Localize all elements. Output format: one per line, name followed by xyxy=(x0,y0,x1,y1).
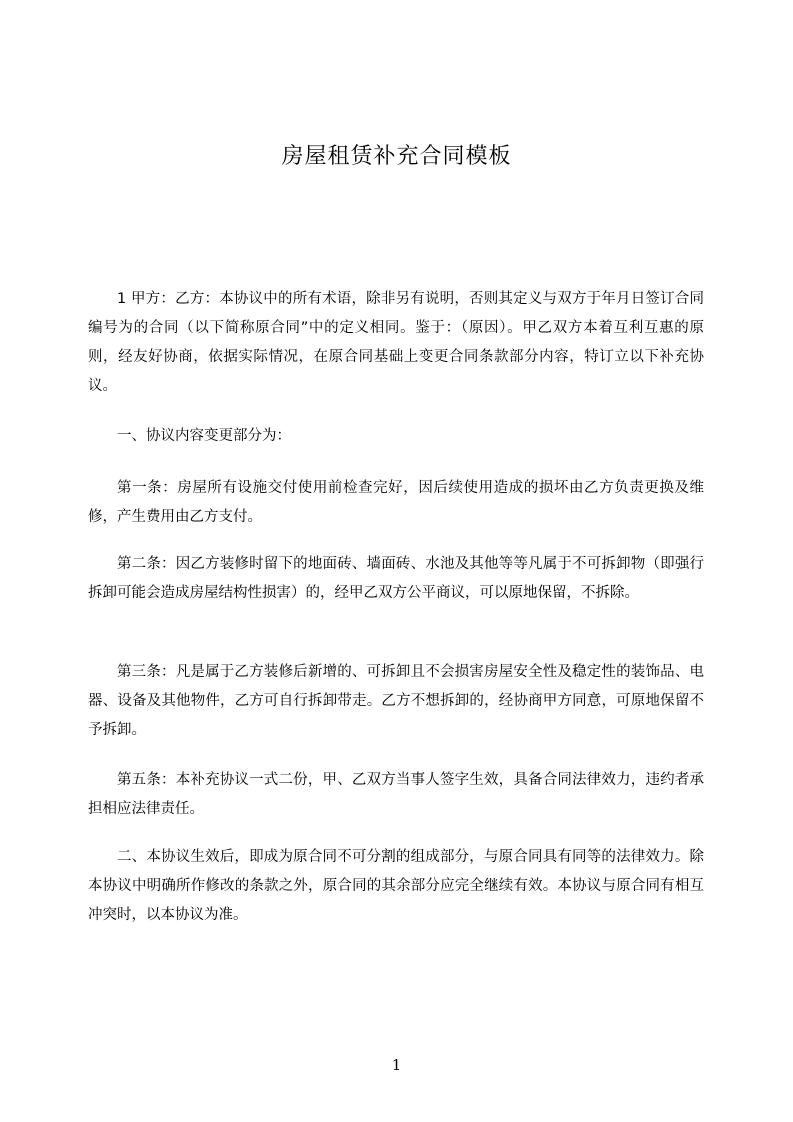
paragraph-article-one: 第一条：房屋所有设施交付使用前检查完好，因后续使用造成的损坏由乙方负责更换及维修，产生费用由乙方支付。 xyxy=(88,480,704,525)
paragraph-preamble: 1 甲方：乙方：本协议中的所有术语，除非另有说明，否则其定义与双方于年月日签订合同编号为的合同（以下简称原合同”中的定义相同。鉴于：（原因）。甲乙双方本着互利互惠的原则，经友好协商，依据实际情况，在原合同基础上变更合同条款部分内容，特订立以下补充协议。 xyxy=(88,291,704,394)
paragraph-article-two: 第二条：因乙方装修时留下的地面砖、墙面砖、水池及其他等等凡属于不可拆卸物（即强行拆卸可能会造成房屋结构性损害）的，经甲乙双方公平商议，可以原地保留，不拆除。 xyxy=(88,556,704,601)
paragraph-article-three: 第三条：凡是属于乙方装修后新增的、可拆卸且不会损害房屋安全性及稳定性的装饰品、电器、设备及其他物件，乙方可自行拆卸带走。乙方不想拆卸的，经协商甲方同意，可原地保留不予拆卸。 xyxy=(88,664,704,738)
document-title: 房屋租赁补充合同模板 xyxy=(281,144,512,169)
paragraph-article-five: 第五条：本补充协议一式二份，甲、乙双方当事人签字生效，具备合同法律效力，违约者承担相应法律责任。 xyxy=(88,772,704,817)
paragraph-section-one-heading: 一、协议内容变更部分为： xyxy=(117,428,291,444)
page-number: 1 xyxy=(391,1056,402,1074)
paragraph-section-two: 二、本协议生效后，即成为原合同不可分割的组成部分，与原合同具有同等的法律效力。除本协议中明确所作修改的条款之外，原合同的其余部分应完全继续有效。本协议与原合同有相互冲突时，以本协议为准。 xyxy=(88,849,704,923)
